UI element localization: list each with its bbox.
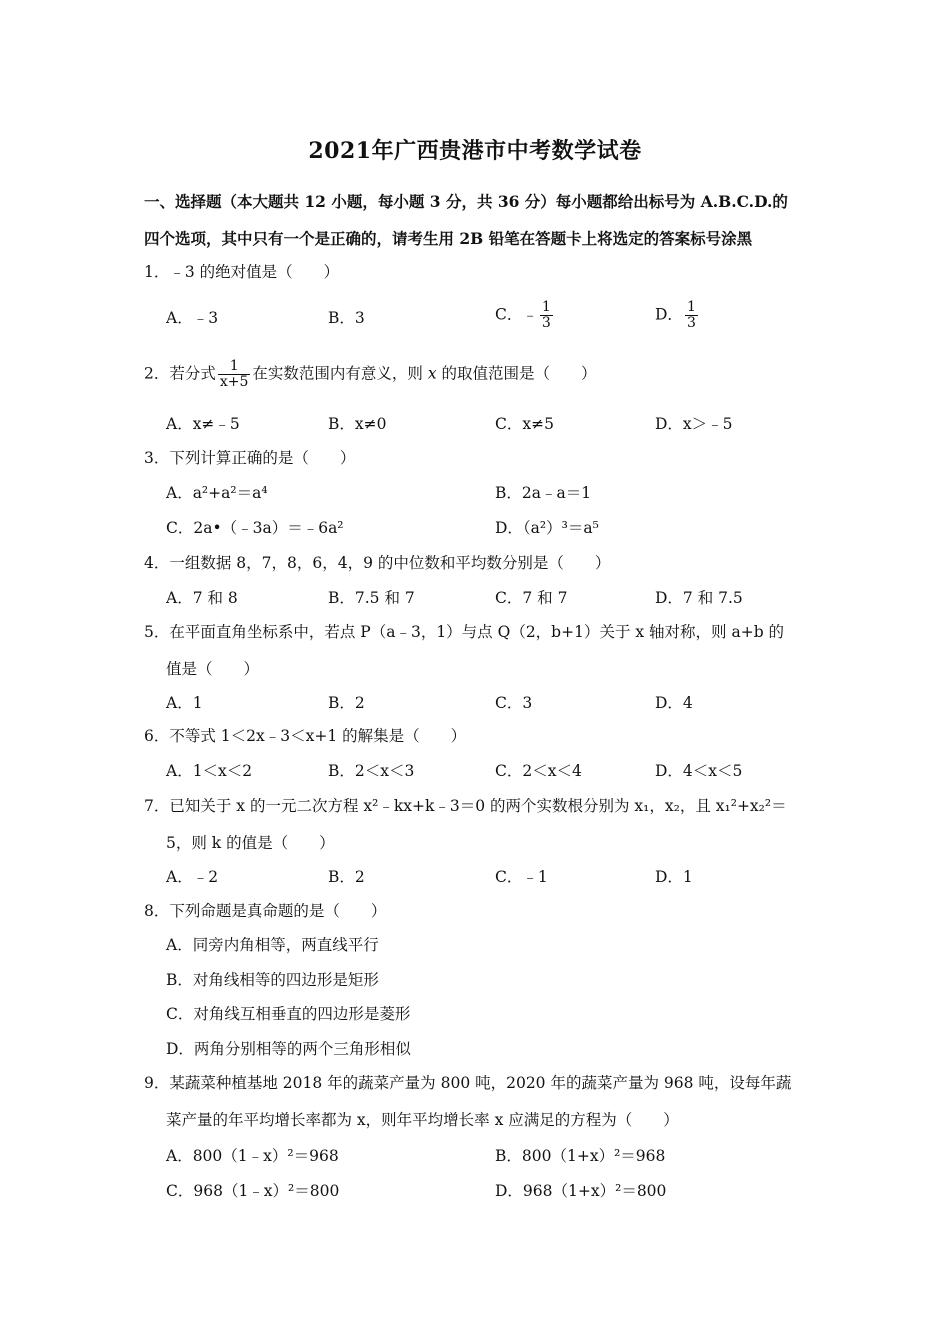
question-9-stem-line-2: 菜产量的年平均增长率都为 x，则年平均增长率 x 应满足的方程为（ ）	[166, 1111, 679, 1129]
fraction	[540, 300, 553, 331]
question-3-option-a: A．a²+a²＝a⁴	[166, 484, 268, 502]
fraction-denominator: 3	[541, 315, 551, 331]
question-9-option-a: A．800（1﹣x）²＝968	[166, 1147, 339, 1165]
option-c-prefix: C．﹣	[495, 305, 538, 324]
variable: x	[427, 364, 437, 383]
question-4-stem: 4．一组数据 8，7，8，6，4，9 的中位数和平均数分别是（ ）	[144, 554, 611, 572]
question-7-option-d: D．1	[655, 868, 693, 886]
question-6-option-a: A．1＜x＜2	[166, 762, 253, 780]
question-8-option-b: B．对角线相等的四边形是矩形	[166, 971, 379, 989]
stem-middle: 在实数范围内有意义，则	[252, 364, 428, 383]
question-4-option-a: A．7 和 8	[166, 589, 238, 607]
question-5-stem-line-1: 5．在平面直角坐标系中，若点 P（a﹣3，1）与点 Q（2，b+1）关于 x 轴对称，则 a+b 的	[144, 623, 785, 641]
question-1-stem: 1．﹣3 的绝对值是（ ）	[144, 263, 340, 281]
fraction	[685, 300, 698, 331]
question-9-option-d: D．968（1+x）²＝800	[495, 1182, 667, 1200]
option-d-prefix: D．	[655, 305, 683, 324]
question-3-option-c: C．2a•（﹣3a）＝﹣6a²	[166, 519, 344, 537]
question-2-option-b: B．x≠0	[328, 415, 387, 433]
question-6-stem: 6．不等式 1＜2x﹣3＜x+1 的解集是（ ）	[144, 727, 467, 745]
question-3-option-d: D．（a²）³＝a⁵	[495, 519, 599, 537]
fraction-denominator: x+5	[219, 374, 249, 390]
stem-prefix: 2．若分式	[144, 364, 216, 383]
question-7-stem-line-1: 7．已知关于 x 的一元二次方程 x²﹣kx+k﹣3＝0 的两个实数根分别为 x₁，x₂，且 x₁²+x₂²＝	[144, 797, 787, 815]
question-7-stem-line-2: 5，则 k 的值是（ ）	[166, 834, 335, 852]
section-header-line-2: 四个选项，其中只有一个是正确的，请考生用 2B 铅笔在答题卡上将选定的答案标号涂黑	[144, 229, 753, 248]
question-1-option-d	[655, 300, 700, 331]
fraction	[218, 359, 251, 390]
fraction-numerator: 1	[686, 299, 696, 315]
question-5-stem-line-2: 值是（ ）	[166, 660, 260, 678]
question-3-stem: 3．下列计算正确的是（ ）	[144, 449, 356, 467]
question-5-option-b: B．2	[328, 694, 365, 712]
question-8-option-d: D．两角分别相等的两个三角形相似	[166, 1040, 411, 1058]
question-6-option-c: C．2＜x＜4	[495, 762, 582, 780]
question-5-option-a: A．1	[166, 694, 203, 712]
question-9-stem-line-1: 9．某蔬菜种植基地 2018 年的蔬菜产量为 800 吨，2020 年的蔬菜产量为 968 吨，设每年蔬	[144, 1074, 792, 1092]
question-7-option-b: B．2	[328, 868, 365, 886]
question-8-option-c: C．对角线互相垂直的四边形是菱形	[166, 1005, 411, 1023]
question-6-option-d: D．4＜x＜5	[655, 762, 743, 780]
question-2-option-d: D．x＞﹣5	[655, 415, 733, 433]
question-9-option-c: C．968（1﹣x）²＝800	[166, 1182, 340, 1200]
question-1-option-a: A．﹣3	[166, 309, 219, 327]
question-2-stem	[144, 359, 597, 390]
stem-suffix: 的取值范围是（ ）	[436, 364, 597, 383]
question-1-option-b: B．3	[328, 309, 365, 327]
question-9-option-b: B．800（1+x）²＝968	[495, 1147, 666, 1165]
question-4-option-d: D．7 和 7.5	[655, 589, 743, 607]
fraction-denominator: 3	[686, 315, 696, 331]
question-7-option-c: C．﹣1	[495, 868, 548, 886]
fraction-numerator: 1	[218, 359, 251, 375]
question-2-option-c: C．x≠5	[495, 415, 554, 433]
question-4-option-c: C．7 和 7	[495, 589, 568, 607]
question-8-option-a: A．同旁内角相等，两直线平行	[166, 936, 379, 954]
question-2-option-a: A．x≠﹣5	[166, 415, 240, 433]
question-4-option-b: B．7.5 和 7	[328, 589, 415, 607]
question-8-stem: 8．下列命题是真命题的是（ ）	[144, 902, 387, 920]
question-1-option-c	[495, 300, 555, 331]
question-7-option-a: A．﹣2	[166, 868, 219, 886]
fraction-numerator: 1	[541, 299, 551, 315]
question-6-option-b: B．2＜x＜3	[328, 762, 415, 780]
question-5-option-c: C．3	[495, 694, 533, 712]
question-5-option-d: D．4	[655, 694, 693, 712]
section-header-line-1: 一、选择题（本大题共 12 小题，每小题 3 分，共 36 分）每小题都给出标号为 A.B.C.D.的	[144, 192, 788, 211]
page-title: 2021年广西贵港市中考数学试卷	[308, 138, 642, 164]
question-3-option-b: B．2a﹣a＝1	[495, 484, 592, 502]
